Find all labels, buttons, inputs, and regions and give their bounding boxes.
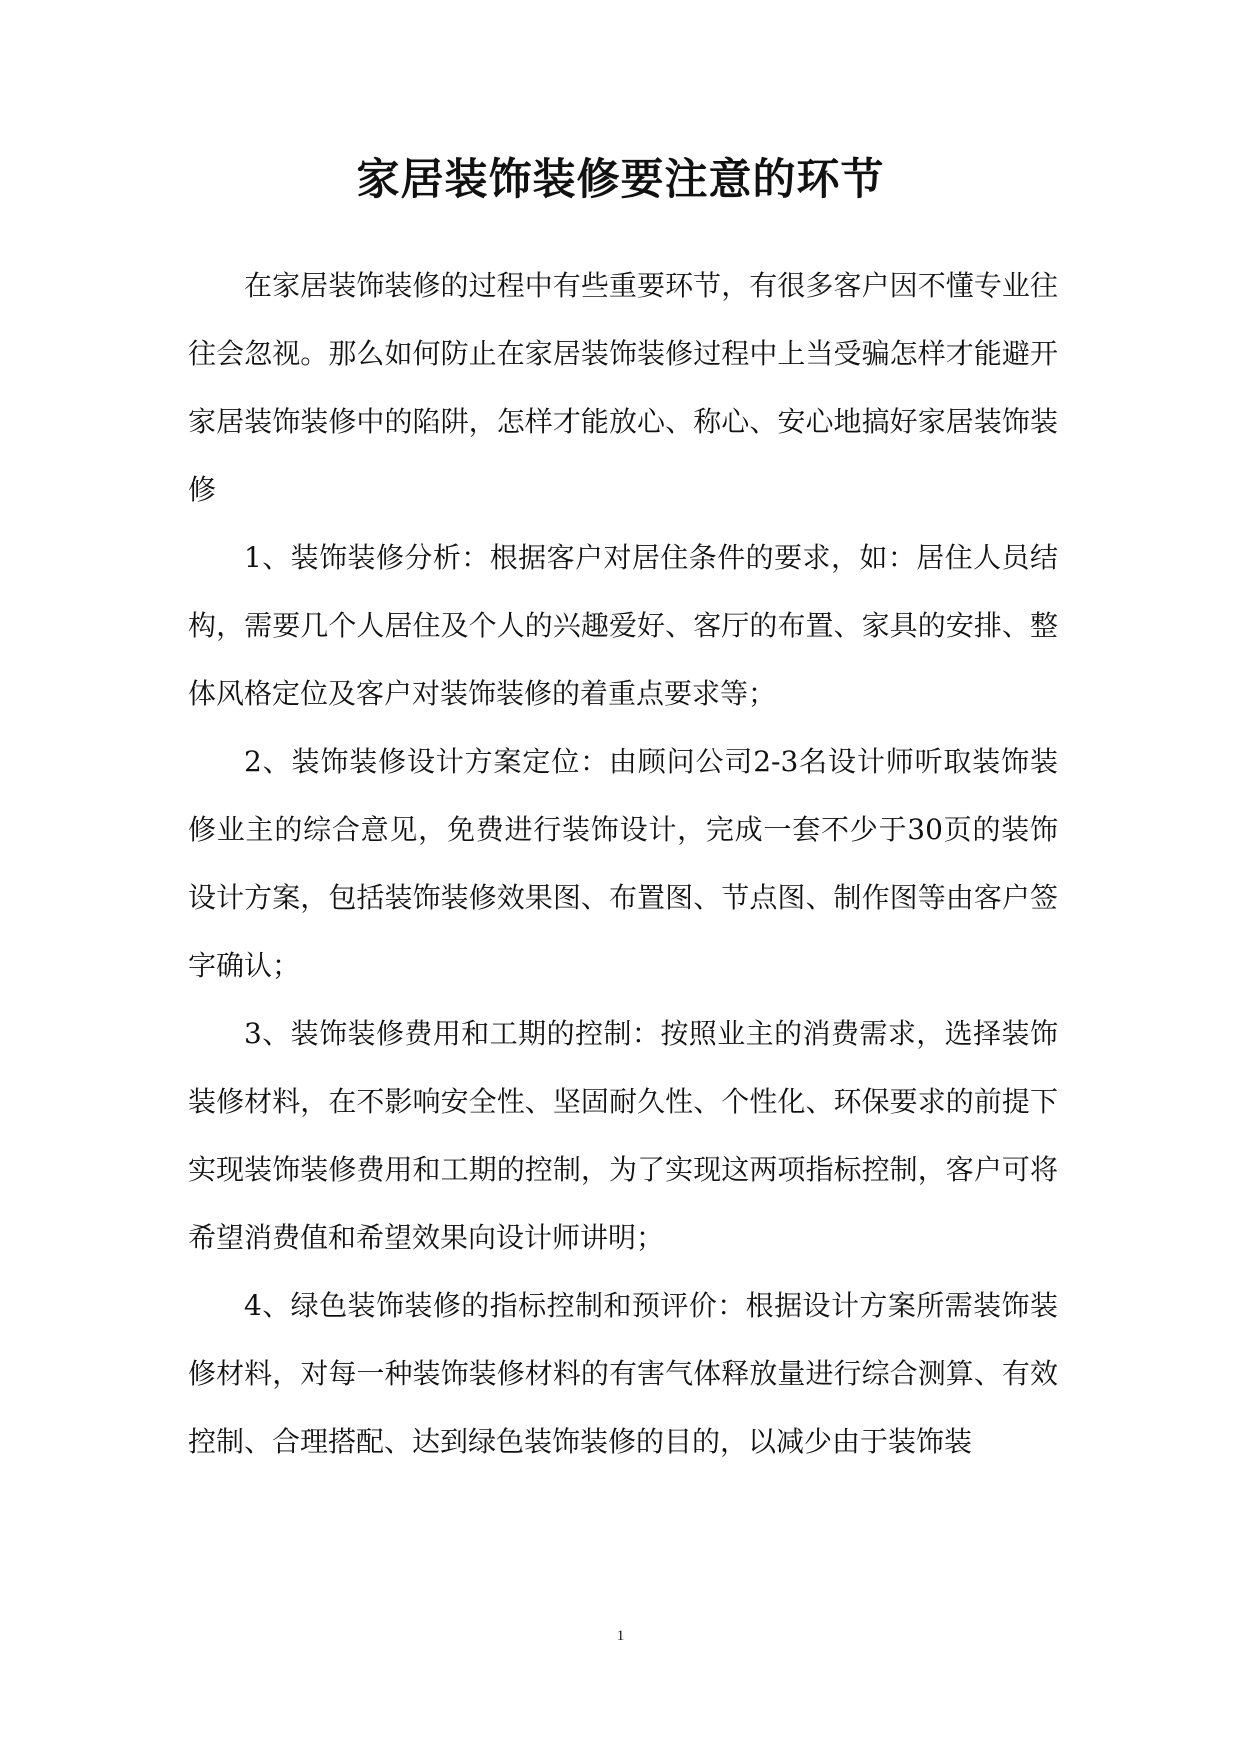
intro-paragraph: 在家居装饰装修的过程中有些重要环节，有很多客户因不懂专业往往会忽视。那么如何防止在家居装饰装修过程中上当受骗怎样才能避开家居装饰装修中的陷阱，怎样才能放心、称心、安心地搞好家居装饰装修 xyxy=(188,269,1058,506)
paragraph-item-4: 4、绿色装饰装修的指标控制和预评价：根据设计方案所需装饰装修材料，对每一种装饰装修材料的有害气体释放量进行综合测算、有效控制、合理搭配、达到绿色装饰装修的目的，以减少由于装饰装 xyxy=(188,1289,1058,1458)
paragraph-item-3: 3、装饰装修费用和工期的控制：按照业主的消费需求，选择装饰装修材料，在不影响安全性、坚固耐久性、个性化、环保要求的前提下实现装饰装修费用和工期的控制，为了实现这两项指标控制，客户可将希望消费值和希望效果向设计师讲明； xyxy=(188,1017,1058,1254)
paragraph-item-1: 1、装饰装修分析：根据客户对居住条件的要求，如：居住人员结构，需要几个人居住及个人的兴趣爱好、客厅的布置、家具的安排、整体风格定位及客户对装饰装修的着重点要求等； xyxy=(188,541,1058,710)
page-number: 1 xyxy=(616,1628,625,1644)
document-title: 家居装饰装修要注意的环节 xyxy=(356,155,885,205)
document-body xyxy=(188,252,1058,1476)
paragraph-item-2: 2、装饰装修设计方案定位：由顾问公司2-3名设计师听取装饰装修业主的综合意见，免费进行装饰设计，完成一套不少于30页的装饰设计方案，包括装饰装修效果图、布置图、节点图、制作图等由客户签字确认； xyxy=(188,745,1058,982)
